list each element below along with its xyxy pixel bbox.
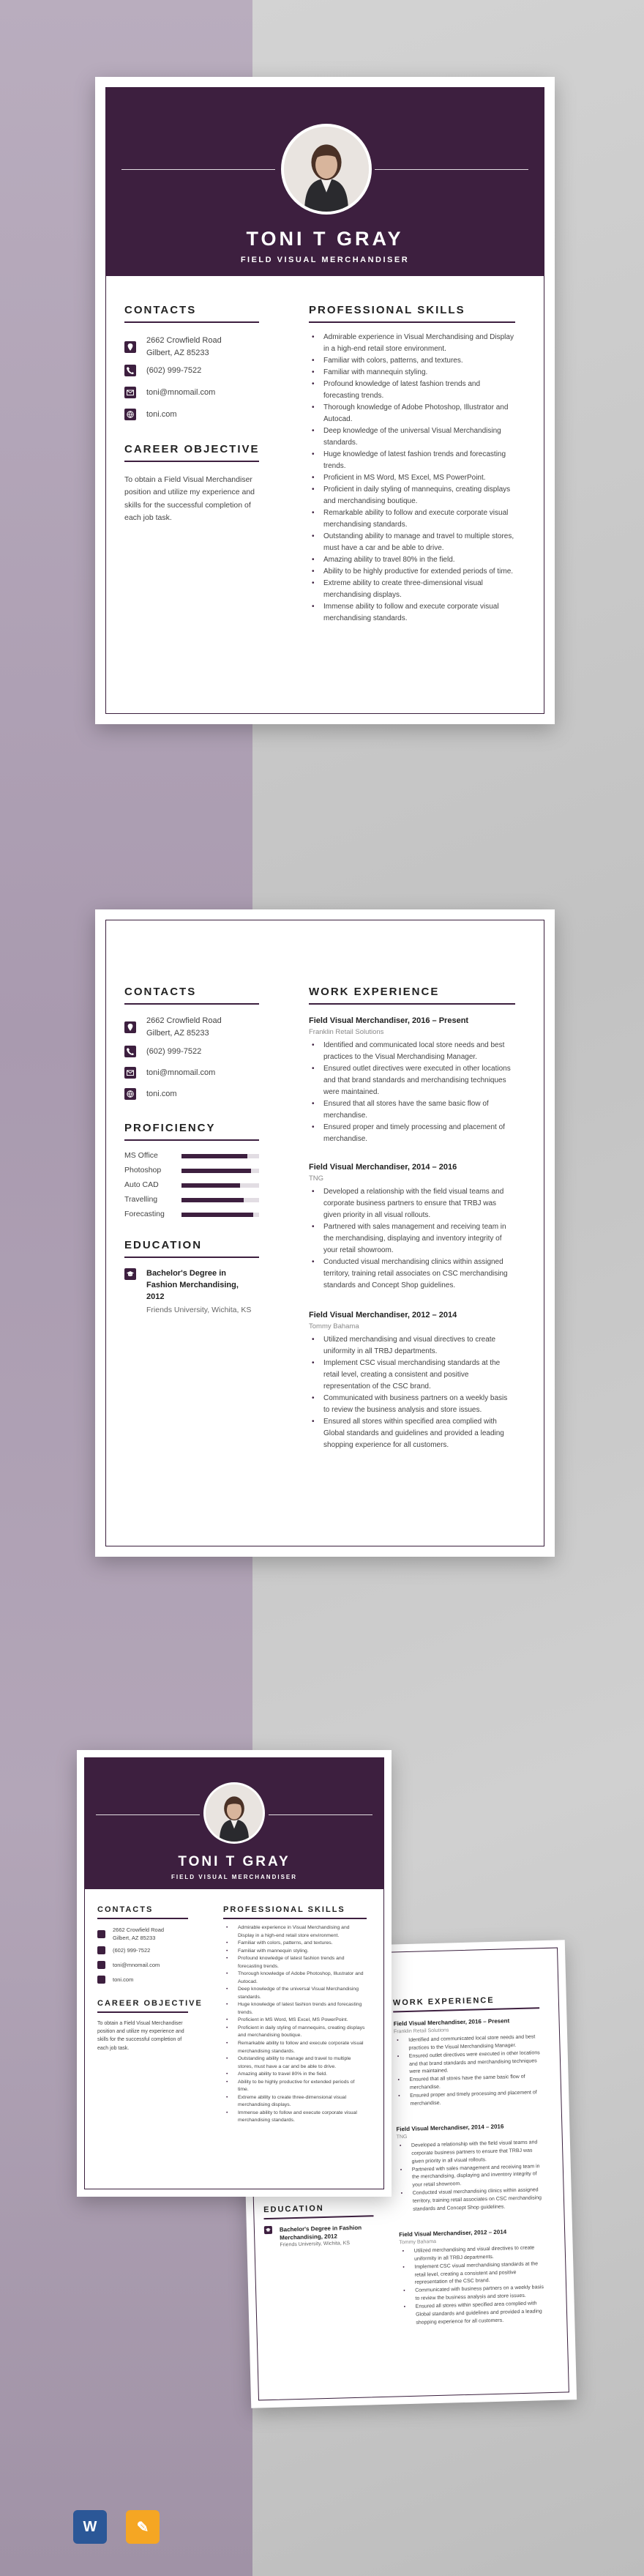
proficiency-bar (181, 1198, 259, 1202)
skill-item: • Proficient in MS Word, MS Excel, MS PowerPoint. (309, 472, 515, 484)
header-line-left (96, 1814, 200, 1815)
job-bullet: • Identified and communicated local store needs and best practices to the Visual Merchandising Manager. (394, 2033, 540, 2053)
job-bullet: • Conducted visual merchandising clinics within assigned territory, training retail associates on CSC merchandising standards and Concept Shop guidelines. (309, 1257, 515, 1292)
web-text: toni.com (146, 410, 177, 419)
objective-text: To obtain a Field Visual Merchandiser position and utilize my experience and skills for the successful completion of each job task. (124, 475, 255, 522)
skill-item: • Familiar with mannequin styling. (223, 1948, 367, 1956)
job-bullet: • Developed a relationship with the field visual teams and corporate business partners to ensure that TRBJ was given priority in all visual rollouts. (309, 1186, 515, 1221)
header-line-left (121, 169, 275, 170)
skill-item: • Amazing ability to travel 80% in the field. (223, 2071, 367, 2079)
education-school: Friends University, Wichita, KS (280, 2241, 351, 2248)
contact-phone (124, 1046, 201, 1058)
skill-item: • Proficient in MS Word, MS Excel, MS PowerPoint. (223, 2017, 367, 2025)
job-title-2: Field Visual Merchandiser, 2014 – 2016 (396, 2123, 504, 2133)
phone-icon (97, 1946, 105, 1954)
job-bullet: • Conducted visual merchandising clinics within assigned territory, training retail associates on CSC merchandising standards and Concept Shop guidelines. (398, 2186, 545, 2214)
skills-heading: PROFESSIONAL SKILLS (223, 1905, 345, 1914)
phone-icon (124, 365, 136, 376)
proficiency-bar-fill (181, 1169, 251, 1173)
header-line-right (375, 169, 528, 170)
contact-address (97, 1926, 164, 1943)
skill-item: • Deep knowledge of the universal Visual Merchandising standards. (309, 425, 515, 449)
proficiency-label: Auto CAD (124, 1180, 159, 1189)
phone-text: (602) 999-7522 (146, 1047, 202, 1056)
profile-photo (203, 1782, 265, 1844)
graduation-cap-icon (264, 2226, 272, 2234)
skill-item: • Profound knowledge of latest fashion trends and forecasting trends. (223, 1955, 367, 1970)
web-text: toni.com (113, 1976, 134, 1983)
contacts-rule (124, 1003, 259, 1005)
education-degree: Bachelor's Degree in Fashion Merchandising, 2012 (279, 2224, 362, 2241)
objective-text: To obtain a Field Visual Merchandiser position and utilize my experience and skills for the successful completion of each job task. (97, 2021, 184, 2051)
skills-list (309, 332, 515, 625)
skill-item: • Thorough knowledge of Adobe Photoshop, Illustrator and Autocad. (309, 402, 515, 425)
word-icon-label: W (83, 2518, 97, 2535)
education-rule (124, 1257, 259, 1258)
objective-rule (97, 2011, 188, 2013)
work-heading: WORK EXPERIENCE (309, 986, 440, 998)
job-bullets-2 (309, 1186, 515, 1292)
skill-item: • Extreme ability to create three-dimensional visual merchandising displays. (223, 2094, 367, 2110)
web-icon (124, 1088, 136, 1100)
objective-heading: CAREER OBJECTIVE (124, 443, 260, 455)
job-bullet: • Partnered with sales management and receiving team in the merchandising, displaying and inventory integrity of your retail showroom. (397, 2163, 544, 2191)
phone-text: (602) 999-7522 (113, 1947, 151, 1954)
address-text: 2662 Crowfield Road Gilbert, AZ 85233 (146, 1016, 222, 1038)
phone-text: (602) 999-7522 (146, 366, 202, 375)
proficiency-bar-fill (181, 1213, 253, 1217)
job-company-3: Tommy Bahama (399, 2239, 437, 2246)
phone-icon (124, 1046, 136, 1057)
proficiency-bar (181, 1169, 259, 1173)
job-company-1: Franklin Retail Solutions (309, 1028, 384, 1036)
contact-web (97, 1976, 133, 1984)
skill-item: • Extreme ability to create three-dimensional visual merchandising displays. (309, 578, 515, 601)
contact-email (97, 1961, 160, 1969)
web-icon (124, 409, 136, 420)
email-icon (124, 387, 136, 398)
job-bullet: • Ensured that all stores have the same basic flow of merchandise. (395, 2073, 542, 2093)
address-text: 2662 Crowfield Road Gilbert, AZ 85233 (146, 336, 222, 357)
job-bullet: • Ensured all stores within specified area complied with Global standards and guidelines and provided a leading shopping experience for all customers. (309, 1416, 515, 1451)
job-bullet: • Implement CSC visual merchandising standards at the retail level, creating a consistent and positive representation of the CSC brand. (309, 1358, 515, 1393)
skill-item: • Familiar with mannequin styling. (309, 367, 515, 379)
job-bullet: • Ensured proper and timely processing and placement of merchandise. (309, 1122, 515, 1145)
skills-heading: PROFESSIONAL SKILLS (309, 304, 465, 316)
skill-item: • Remarkable ability to follow and execute corporate visual merchandising standards. (309, 507, 515, 531)
email-text: toni@mnomail.com (113, 1962, 160, 1968)
work-rule (309, 1003, 515, 1005)
skill-item: • Ability to be highly productive for extended periods of time. (309, 566, 515, 578)
job-bullets-2 (397, 2139, 544, 2214)
skill-item: • Thorough knowledge of Adobe Photoshop, Illustrator and Autocad. (223, 1970, 367, 1986)
header-line-right (269, 1814, 372, 1815)
education-entry (264, 2223, 368, 2250)
location-icon (124, 1021, 136, 1033)
objective-heading: CAREER OBJECTIVE (97, 1999, 203, 2008)
job-bullets-3 (309, 1334, 515, 1451)
email-icon (97, 1961, 105, 1969)
job-bullets-3 (400, 2244, 548, 2328)
job-title-1: Field Visual Merchandiser, 2016 – Present (393, 2017, 510, 2028)
resume-page-1 (95, 77, 555, 724)
job-bullets-1 (394, 2033, 542, 2109)
skill-item: • Huge knowledge of latest fashion trends and forecasting trends. (309, 449, 515, 472)
pages-icon (126, 2510, 160, 2544)
proficiency-bar-fill (181, 1198, 244, 1202)
resume-header (105, 87, 544, 276)
skills-rule (309, 321, 515, 323)
candidate-name: TONI T GRAY (246, 228, 404, 250)
skill-item: • Immense ability to follow and execute corporate visual merchandising standards. (309, 601, 515, 625)
candidate-name: TONI T GRAY (178, 1854, 291, 1869)
job-bullet: • Utilized merchandising and visual directives to create uniformity in all TRBJ departments. (309, 1334, 515, 1358)
contact-email (124, 1067, 215, 1079)
job-bullet: • Ensured outlet directives were executed in other locations and that brand standards and merchandising techniques were maintained. (394, 2050, 542, 2077)
skill-item: • Admirable experience in Visual Merchandising and Display in a high-end retail store environment. (309, 332, 515, 355)
skills-rule (223, 1918, 367, 1919)
job-title-3: Field Visual Merchandiser, 2012 – 2014 (309, 1311, 457, 1319)
contacts-heading: CONTACTS (124, 304, 197, 316)
job-bullet: • Identified and communicated local store needs and best practices to the Visual Merchandising Manager. (309, 1040, 515, 1063)
contact-web (124, 1088, 177, 1101)
job-bullet: • Utilized merchandising and visual directives to create uniformity in all TRBJ departments. (400, 2244, 546, 2264)
job-bullet: • Ensured that all stores have the same basic flow of merchandise. (309, 1098, 515, 1122)
skill-item: • Proficient in daily styling of mannequins, creating displays and merchandising boutique. (223, 2025, 367, 2040)
education-school: Friends University, Wichita, KS (146, 1305, 252, 1314)
skill-item: • Remarkable ability to follow and execute corporate visual merchandising standards. (223, 2040, 367, 2055)
skills-list (223, 1924, 367, 2125)
skill-item: • Profound knowledge of latest fashion trends and forecasting trends. (309, 379, 515, 402)
address-text: 2662 Crowfield Road Gilbert, AZ 85233 (113, 1927, 165, 1942)
web-icon (97, 1976, 105, 1984)
proficiency-label: Travelling (124, 1195, 158, 1204)
candidate-job-title: FIELD VISUAL MERCHANDISER (240, 256, 410, 264)
skill-item: • Immense ability to follow and execute corporate visual merchandising standards. (223, 2110, 367, 2125)
resume-page-2 (95, 909, 555, 1557)
preview-page-1 (77, 1750, 392, 2197)
skill-item: • Familiar with colors, patterns, and textures. (309, 355, 515, 367)
job-bullet: • Communicated with business partners on a weekly basis to review the business analysis and store issues. (309, 1393, 515, 1416)
education-degree: Bachelor's Degree in Fashion Merchandising, 2012 (146, 1269, 239, 1301)
pages-icon-label: ✎ (136, 2519, 149, 2536)
proficiency-bar-fill (181, 1154, 247, 1158)
objective-rule (124, 461, 259, 462)
job-bullet: • Implement CSC visual merchandising standards at the retail level, creating a consistent and positive representation of the CSC brand. (400, 2260, 547, 2288)
contact-email (124, 387, 215, 399)
skill-item: • Ability to be highly productive for extended periods of time. (223, 2079, 367, 2094)
proficiency-bar (181, 1183, 259, 1188)
job-company-2: TNG (396, 2134, 408, 2140)
email-text: toni@mnomail.com (146, 388, 216, 397)
contacts-rule (124, 321, 259, 323)
skill-item: • Familiar with colors, patterns, and textures. (223, 1940, 367, 1948)
skill-item: • Admirable experience in Visual Merchandising and Display in a high-end retail store environment. (223, 1924, 367, 1940)
contact-phone (97, 1946, 150, 1954)
job-bullets-1 (309, 1040, 515, 1145)
job-company-3: Tommy Bahama (309, 1322, 359, 1330)
word-icon (73, 2510, 107, 2544)
proficiency-bar (181, 1213, 259, 1217)
email-text: toni@mnomail.com (146, 1068, 216, 1077)
contact-phone (124, 365, 201, 377)
job-bullet: • Communicated with business partners on a weekly basis to review the business analysis and store issues. (400, 2284, 547, 2304)
job-company-1: Franklin Retail Solutions (393, 2028, 449, 2035)
job-title-3: Field Visual Merchandiser, 2012 – 2014 (399, 2228, 507, 2238)
contacts-rule (97, 1918, 188, 1919)
proficiency-bar (181, 1154, 259, 1158)
contacts-heading: CONTACTS (124, 986, 197, 998)
candidate-job-title: FIELD VISUAL MERCHANDISER (171, 1874, 298, 1880)
proficiency-heading: PROFICIENCY (124, 1122, 216, 1134)
education-heading: EDUCATION (124, 1239, 203, 1251)
skill-item: • Deep knowledge of the universal Visual Merchandising standards. (223, 1986, 367, 2001)
proficiency-label: Photoshop (124, 1166, 162, 1175)
job-title-1: Field Visual Merchandiser, 2016 – Present (309, 1016, 469, 1025)
job-bullet: • Ensured outlet directives were executed in other locations and that brand standards and merchandising techniques were maintained. (309, 1063, 515, 1098)
email-icon (124, 1067, 136, 1079)
job-bullet: • Partnered with sales management and receiving team in the merchandising, displaying and inventory integrity of your retail showroom. (309, 1221, 515, 1257)
skill-item: • Huge knowledge of latest fashion trends and forecasting trends. (223, 2001, 367, 2017)
contact-web (124, 409, 177, 421)
job-bullet: • Developed a relationship with the field visual teams and corporate business partners to ensure that TRBJ was given priority in all visual rollouts. (397, 2139, 544, 2167)
job-bullet: • Ensured proper and timely processing and placement of merchandise. (395, 2089, 542, 2109)
job-bullet: • Ensured all stores within specified area complied with Global standards and guidelines and provided a leading shopping experience for all customers. (401, 2300, 548, 2328)
proficiency-label: MS Office (124, 1151, 158, 1160)
job-company-2: TNG (309, 1175, 324, 1183)
proficiency-rule (124, 1139, 259, 1141)
web-text: toni.com (146, 1090, 177, 1098)
contacts-heading: CONTACTS (97, 1905, 154, 1914)
education-entry (124, 1268, 256, 1317)
skill-item: • Amazing ability to travel 80% in the field. (309, 554, 515, 566)
contact-address (124, 335, 222, 359)
skill-item: • Outstanding ability to manage and travel to multiple stores, must have a car and be able to drive. (223, 2055, 367, 2071)
graduation-cap-icon (124, 1268, 136, 1280)
skill-item: • Proficient in daily styling of mannequins, creating displays and merchandising boutique. (309, 484, 515, 507)
proficiency-label: Forecasting (124, 1210, 165, 1218)
job-title-2: Field Visual Merchandiser, 2014 – 2016 (309, 1163, 457, 1172)
profile-photo (281, 124, 372, 215)
location-icon (97, 1930, 105, 1938)
contact-address (124, 1015, 222, 1039)
location-icon (124, 341, 136, 353)
proficiency-bar-fill (181, 1183, 240, 1188)
education-heading: EDUCATION (263, 2204, 324, 2215)
skill-item: • Outstanding ability to manage and travel to multiple stores, must have a car and be able to drive. (309, 531, 515, 554)
work-heading: WORK EXPERIENCE (392, 1995, 495, 2008)
resume-header (84, 1757, 384, 1889)
